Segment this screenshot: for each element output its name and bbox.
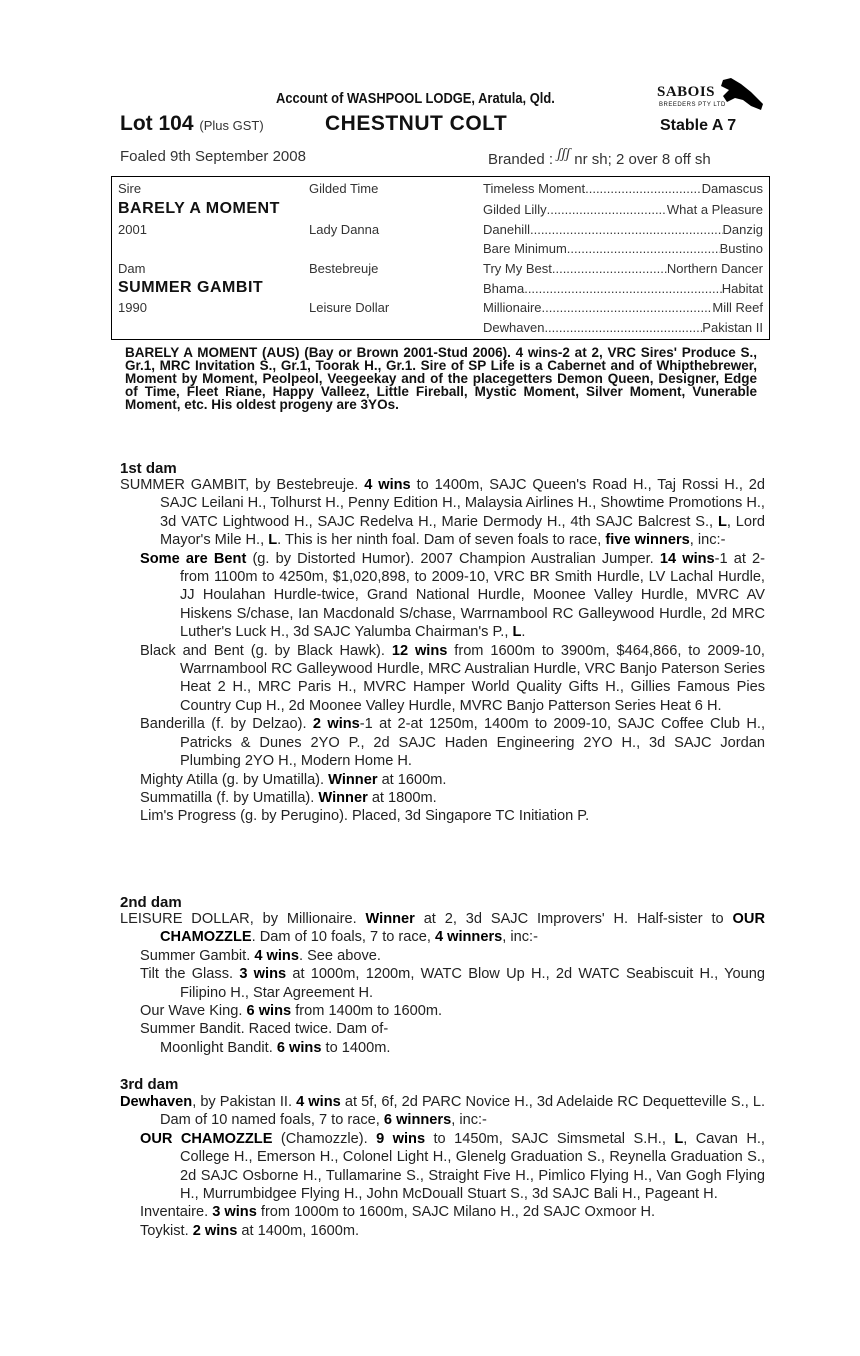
text-fragment: Our Wave King.	[140, 1003, 243, 1020]
progeny-entry	[120, 947, 765, 965]
text-fragment: (Chamozzle).	[280, 1130, 368, 1147]
text-fragment: at 1600m.	[381, 771, 447, 788]
text-fragment: , by Pakistan II.	[192, 1094, 293, 1110]
text-fragment: Summer Gambit.	[140, 947, 251, 964]
text-fragment: L	[717, 513, 727, 530]
ancestor-row	[483, 281, 763, 296]
first-dam-intro	[120, 476, 765, 550]
vendor-account: Account of WASHPOOL LODGE, Aratula, Qld.	[276, 90, 555, 107]
ancestor-row	[483, 320, 763, 335]
progeny-entry	[120, 1203, 765, 1221]
text-fragment: at 1400m, 1600m.	[241, 1222, 360, 1239]
progeny-entry	[120, 550, 765, 642]
text-fragment: from 1400m to 1600m.	[295, 1003, 443, 1020]
first-dam-section	[120, 476, 765, 826]
ancestor-right: What a Pleasure	[666, 202, 763, 217]
text-fragment: 4 winners	[434, 929, 503, 946]
horse-head-icon	[717, 78, 767, 112]
text-fragment: Summer Bandit. Raced twice. Dam of-	[140, 1021, 389, 1038]
text-fragment: to 1400m.	[325, 1039, 391, 1056]
text-fragment: , Lord Mayor's Mile H.,	[160, 513, 765, 549]
text-fragment: at 5f, 6f, 2d PARC Novice H., 3d Adelaide RC Dequetteville S., L. Dam of 10 named foals, 7 to race,	[160, 1094, 765, 1129]
text-fragment: Dewhaven	[120, 1094, 193, 1110]
text-fragment: 3 wins	[239, 966, 287, 983]
text-fragment: 4 wins	[296, 1094, 341, 1110]
text-fragment: OUR CHAMOZZLE	[160, 911, 765, 946]
ancestor-left: Try My Best	[483, 261, 552, 276]
text-fragment: from 1000m to 1600m, SAJC Milano H., 2d SAJC Oxmoor H.	[260, 1204, 656, 1221]
text-fragment: L	[268, 532, 278, 549]
ancestor-left: Gilded Lilly	[483, 202, 547, 217]
text-fragment: Lim's Progress (g. by Perugino). Placed, 3d Singapore TC Initiation P.	[140, 808, 590, 825]
text-fragment: -1 at 2-at 1250m, 1400m to 2009-10, SAJC Coffee Club H., Patricks & Dunes 2YO P., 2d SAJC Haden Engineering 2YO H., 3d SAJC Jordan Plumbing 2YO H., Modern Home H.	[180, 716, 766, 770]
dam-year: 1990	[118, 300, 147, 315]
progeny-entry	[120, 965, 765, 1002]
ancestor-row	[483, 202, 763, 217]
text-fragment: .	[521, 624, 526, 641]
text-fragment: Inventaire.	[140, 1204, 209, 1221]
text-fragment: Moonlight Bandit.	[160, 1039, 273, 1056]
progeny-entry	[120, 1020, 765, 1038]
progeny-entry	[120, 1002, 765, 1020]
text-fragment: to 1450m, SAJC Simsmetal S.H.,	[433, 1130, 666, 1147]
text-fragment: , inc:-	[689, 532, 726, 549]
ancestor-right: Pakistan II	[702, 320, 763, 335]
second-dam-heading: 2nd dam	[120, 894, 182, 911]
ancestor-right: Habitat	[721, 281, 763, 296]
foaled-date: Foaled 9th September 2008	[120, 148, 306, 165]
text-fragment: 14 wins	[659, 550, 715, 567]
text-fragment: Black and Bent (g. by Black Hawk).	[140, 642, 385, 659]
dam-name: SUMMER GAMBIT	[118, 279, 264, 296]
ancestor-right: Mill Reef	[712, 300, 763, 315]
text-fragment: 4 wins	[254, 947, 299, 964]
text-fragment: 6 winners	[383, 1112, 452, 1129]
sabois-logo	[655, 78, 770, 114]
lot-label: Lot 104	[120, 112, 194, 135]
text-fragment: . See above.	[298, 947, 381, 964]
progeny-entry	[120, 715, 765, 770]
text-fragment: LEISURE DOLLAR, by Millionaire.	[120, 911, 357, 927]
plus-gst: (Plus GST)	[199, 118, 264, 133]
text-fragment: 2 wins	[312, 716, 360, 733]
ancestor-left: Danehill	[483, 222, 530, 237]
branded-label: Branded :	[488, 151, 554, 168]
text-fragment: from 1600m to 3900m, $464,866, to 2009-10, Warrnambool RC Galleywood Hurdle, MRC Australian Hurdle, VRC Banjo Paterson Series Heat 2 H., MRC Paris H., MVRC Hamper World Quality Gifts H., Gillies Famous Pies Country Cup H., 2d Moonee Valley Hurdle, MVRC Banjo Patterson Series Heat 6 H.	[180, 642, 765, 714]
dam-dam: Leisure Dollar	[309, 300, 390, 315]
progeny-entry	[120, 1130, 765, 1204]
text-fragment: , Cavan H., College H., Emerson H., Colonel Light H., Glenelg Graduation S., Reynella Graduation S., 2d SAJC Osborne H., Tullamarine S., Straight Five H., Pimlico Flying H., Van Gogh Flying H., Murrumbidgee Flying H., John McDouall Stuart S., 3d SAJC Bali H., Pageant H.	[180, 1130, 765, 1203]
pedigree-table	[111, 176, 770, 340]
text-fragment: Some are Bent	[140, 550, 247, 567]
sire-name: BARELY A MOMENT	[118, 200, 280, 217]
progeny-entry	[120, 642, 765, 716]
ancestor-left: Bhama	[483, 281, 525, 296]
text-fragment: OUR CHAMOZZLE	[140, 1130, 273, 1147]
text-fragment: -1 at 2-from 1100m to 4250m, $1,020,898, to 2009-10, VRC BR Smith Hurdle, LV Lachal Hurdle, JJ Houlahan Hurdle-twice, Grand National Hurdle, Moonee Valley Hurdle, MVRC AV Hiskens S/chase, Ian Macdonald S/chase, Warrnambool RC Galleywood Hurdle, 2d MRC Luther's Luck H., 3d SAJC Yalumba Chairman's P.,	[180, 550, 766, 641]
ancestor-row	[483, 241, 763, 256]
text-fragment: SUMMER GAMBIT, by Bestebreuje.	[120, 477, 359, 493]
ancestor-left: Bare Minimum	[483, 241, 567, 256]
progeny-entry	[120, 807, 765, 825]
text-fragment: 9 wins	[376, 1130, 426, 1147]
text-fragment: 6 wins	[276, 1039, 322, 1056]
progeny-entry	[120, 789, 765, 807]
brand-mark: ʃʃʃ	[557, 146, 571, 162]
ancestor-row	[483, 222, 763, 237]
branded-text: nr sh; 2 over 8 off sh	[574, 151, 711, 168]
logo-text: SABOIS	[657, 84, 716, 100]
progeny-entry	[120, 771, 765, 789]
stable-label: Stable A 7	[660, 117, 737, 134]
ancestor-right: Northern Dancer	[666, 261, 763, 276]
text-fragment: Winner	[328, 771, 378, 788]
text-fragment: at 1000m, 1200m, WATC Blow Up H., 2d WATC Seabiscuit H., Young Filipino H., Star Agreement H.	[180, 966, 766, 1001]
logo-subtext: BREEDERS PTY LTD	[659, 102, 726, 108]
sire-year: 2001	[118, 222, 147, 237]
text-fragment: 4 wins	[364, 477, 411, 493]
dam-label: Dam	[118, 261, 146, 276]
text-fragment: (g. by Distorted Humor). 2007 Champion Australian Jumper.	[252, 550, 654, 567]
text-fragment: L	[512, 624, 522, 641]
text-fragment: 12 wins	[391, 642, 448, 659]
second-dam-section	[120, 910, 765, 1057]
text-fragment: Toykist.	[140, 1222, 189, 1239]
text-fragment: at 2, 3d SAJC Improvers' H. Half-sister to	[423, 911, 724, 927]
sire-stud-note	[125, 346, 757, 411]
dam-sire: Bestebreuje	[309, 261, 379, 276]
second-dam-intro	[120, 910, 765, 947]
text-fragment: 6 wins	[246, 1003, 292, 1020]
text-fragment: . This is her ninth foal. Dam of seven foals to race,	[277, 532, 602, 549]
first-dam-heading: 1st dam	[120, 460, 177, 477]
text-fragment: Summatilla (f. by Umatilla).	[140, 789, 315, 806]
ancestor-left: Timeless Moment	[483, 181, 586, 196]
text-fragment: , inc:-	[451, 1112, 487, 1129]
ancestor-row	[483, 261, 763, 276]
text-fragment: Mighty Atilla (g. by Umatilla).	[140, 771, 325, 788]
text-fragment: Winner	[318, 789, 368, 806]
text-fragment: at 1800m.	[371, 789, 437, 806]
ancestor-right: Danzig	[722, 222, 763, 237]
progeny-entry	[120, 1039, 765, 1057]
text-fragment: five winners	[605, 532, 690, 549]
ancestor-row	[483, 300, 763, 315]
lot-title: CHESTNUT COLT	[325, 112, 508, 135]
text-fragment: Tilt the Glass.	[140, 966, 234, 983]
text-fragment: . Dam of 10 foals, 7 to race,	[251, 929, 431, 946]
sire-label: Sire	[118, 181, 142, 196]
ancestor-left: Millionaire	[483, 300, 542, 315]
ancestor-right: Bustino	[719, 241, 763, 256]
lot-number	[120, 112, 264, 136]
branded-info	[488, 146, 711, 168]
text-fragment: to 1400m, SAJC Queen's Road H., Taj Rossi H., 2d SAJC Leilani H., Tolhurst H., Penny Edition H., Malaysia Airlines H., Showtime Promotions H., 3d VATC Lightwood H., SAJC Redelva H., Marie Dermody H., 4th SAJC Balcrest S.,	[160, 477, 765, 530]
text-fragment: Winner	[365, 911, 415, 927]
sire-dam: Lady Danna	[309, 222, 380, 237]
stud-note-text: BARELY A MOMENT (AUS) (Bay or Brown 2001-Stud 2006). 4 wins-2 at 2, VRC Sires' Produce S., Gr.1, MRC Invitation S., Gr.1, Toorak H., Gr.1. Sire of SP Life is a Cabernet and of Whipthebrewer, Moment by Moment, Peolpeol, Veegeekay and of the placegetters Demon Queen, Designer, Edge of Time, Fleet Riane, Happy Valleez, Little Fireball, Mystic Moment, Silver Moment, Vunerable Moment, etc. His oldest progeny are 3YOs.	[125, 345, 757, 412]
text-fragment: Banderilla (f. by Delzao).	[140, 716, 307, 733]
ancestor-row	[483, 181, 763, 196]
third-dam-heading: 3rd dam	[120, 1076, 179, 1093]
third-dam-section	[120, 1093, 765, 1240]
third-dam-intro	[120, 1093, 765, 1130]
ancestor-right: Damascus	[701, 181, 763, 196]
text-fragment: , inc:-	[502, 929, 538, 946]
ancestor-left: Dewhaven	[483, 320, 545, 335]
text-fragment: 3 wins	[212, 1204, 257, 1221]
progeny-entry	[120, 1222, 765, 1240]
text-fragment: 2 wins	[192, 1222, 238, 1239]
sire-sire: Gilded Time	[309, 181, 379, 196]
text-fragment: L	[674, 1130, 684, 1147]
